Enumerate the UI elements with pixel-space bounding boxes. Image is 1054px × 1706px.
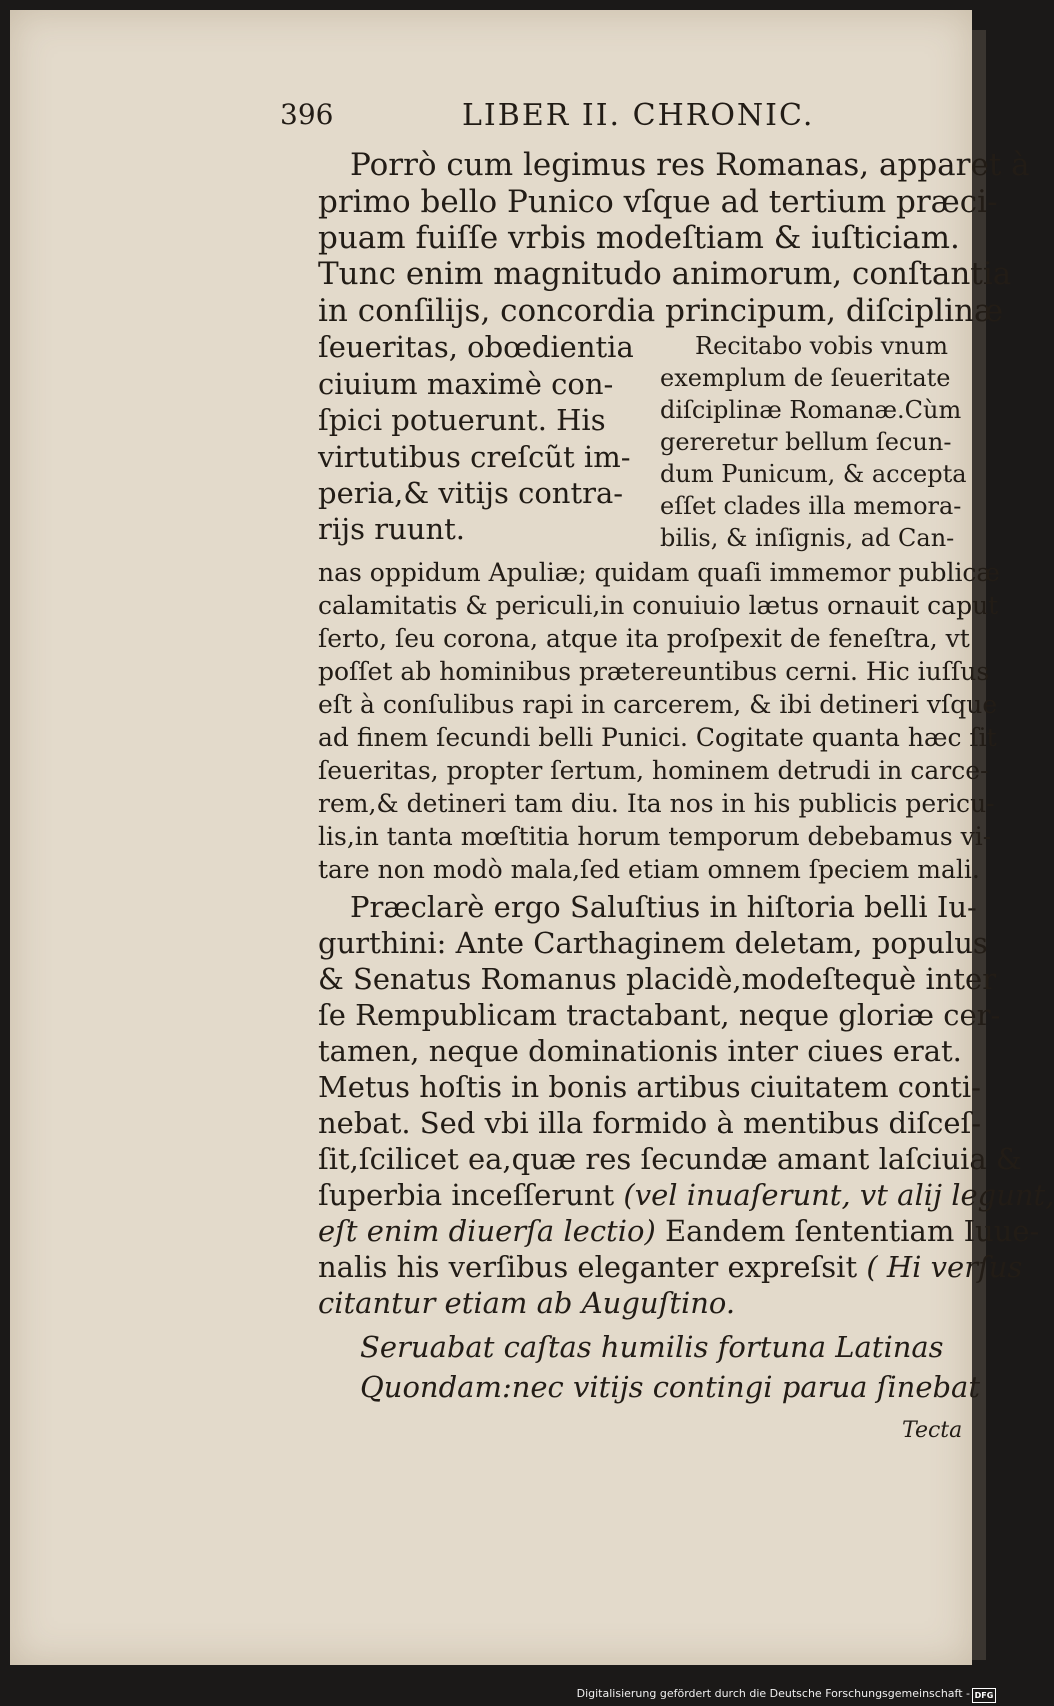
text-line: ſit,ſcilicet ea,quæ res ſecundæ amant laſciuia & (318, 1142, 1022, 1176)
column-line: rijs ruunt. (318, 512, 465, 546)
text-line: ſe Rempublicam tractabant, neque gloriæ cer- (318, 998, 1001, 1032)
text-line: calamitatis & periculi,in conuiuio lætus ornauit caput (318, 591, 999, 620)
column-line: ſeueritas, obœdientia (318, 330, 634, 364)
italic-text: (vel inuaſerunt, vt alij legunt, (623, 1178, 1054, 1212)
side-note-line: bilis, & inſignis, ad Can- (660, 524, 955, 552)
side-note-line: Recitabo vobis vnum (695, 332, 949, 360)
text-line: Porrò cum legimus res Romanas, apparet à (350, 147, 1030, 183)
column-line: ciuium maximè con- (318, 367, 614, 401)
catchword: Tecta (902, 1418, 963, 1443)
side-note-line: exemplum de ſeueritate (660, 364, 951, 392)
text-line: Metus hoſtis in bonis artibus ciuitatem conti- (318, 1070, 981, 1104)
text-line: gurthini: Ante Carthaginem deletam, populus (318, 926, 988, 960)
column-line: ſpici potuerunt. His (318, 403, 606, 437)
mixed-text-line (318, 1214, 1039, 1248)
side-note-line: eſſet clades illa memora- (660, 492, 962, 520)
roman-text: ſuperbia inceſſerunt (318, 1178, 624, 1212)
roman-text: nalis his verſibus eleganter expreſsit (318, 1250, 867, 1284)
column-line: peria,& vitijs contra- (318, 476, 624, 510)
running-title: LIBER II. CHRONIC. (462, 98, 815, 133)
footer-credit: Digitalisierung gefördert durch die Deutsche Forschungsgemeinschaft - (576, 1687, 970, 1700)
text-line: & Senatus Romanus placidè,modeſtequè inter (318, 962, 997, 996)
text-line: nebat. Sed vbi illa formido à mentibus diſceſ- (318, 1106, 982, 1140)
side-note-line: dum Punicum, & accepta (660, 460, 967, 488)
column-line: virtutibus creſcũt im- (318, 440, 631, 474)
text-line: in conſilijs, concordia principum, diſciplinæ (318, 293, 1004, 329)
text-line: puam fuiſſe vrbis modeſtiam & iuſticiam. (318, 220, 960, 256)
italic-text: eſt enim diuerſa lectio) (318, 1214, 656, 1248)
text-line: Tunc enim magnitudo animorum, conſtantia (318, 256, 1012, 292)
text-line: eſt à conſulibus rapi in carcerem, & ibi detineri vſque (318, 690, 998, 719)
text-line: primo bello Punico vſque ad tertium præci- (318, 184, 998, 220)
verse-line: Seruabat caſtas humilis fortuna Latinas (360, 1330, 944, 1364)
mixed-text-line (318, 1250, 1022, 1284)
dfg-logo: DFG (972, 1688, 996, 1703)
mixed-text-line (318, 1178, 1054, 1212)
page-number: 396 (280, 98, 334, 131)
text-line: tamen, neque dominationis inter ciues erat. (318, 1034, 962, 1068)
text-line: Præclarè ergo Saluſtius in hiſtoria belli Iu- (350, 890, 977, 924)
text-line: poſſet ab hominibus prætereuntibus cerni. Hic iuſſus (318, 657, 990, 686)
text-line: lis,in tanta mœſtitia horum temporum debebamus vi- (318, 822, 992, 851)
text-line: ſerto, ſeu corona, atque ita proſpexit de feneſtra, vt (318, 624, 970, 653)
side-note-line: diſciplinæ Romanæ.Cùm (660, 396, 962, 424)
italic-line: citantur etiam ab Auguſtino. (318, 1286, 736, 1320)
italic-text: ( Hi verſus (866, 1250, 1023, 1284)
text-line: ad finem ſecundi belli Punici. Cogitate quanta hæc ſit (318, 723, 997, 752)
text-line: ſeueritas, propter ſertum, hominem detrudi in carce- (318, 756, 989, 785)
side-note-line: gereretur bellum ſecun- (660, 428, 952, 456)
verse-line: Quondam:nec vitijs contingi parua ſinebat (360, 1370, 980, 1404)
roman-text: Eandem ſententiam Iuue- (655, 1214, 1040, 1248)
text-line: tare non modò mala,ſed etiam omnem ſpeciem mali. (318, 855, 980, 884)
text-line: rem,& detineri tam diu. Ita nos in his publicis pericu- (318, 789, 995, 818)
text-line: nas oppidum Apuliæ; quidam quaſi immemor publicæ (318, 558, 1000, 587)
